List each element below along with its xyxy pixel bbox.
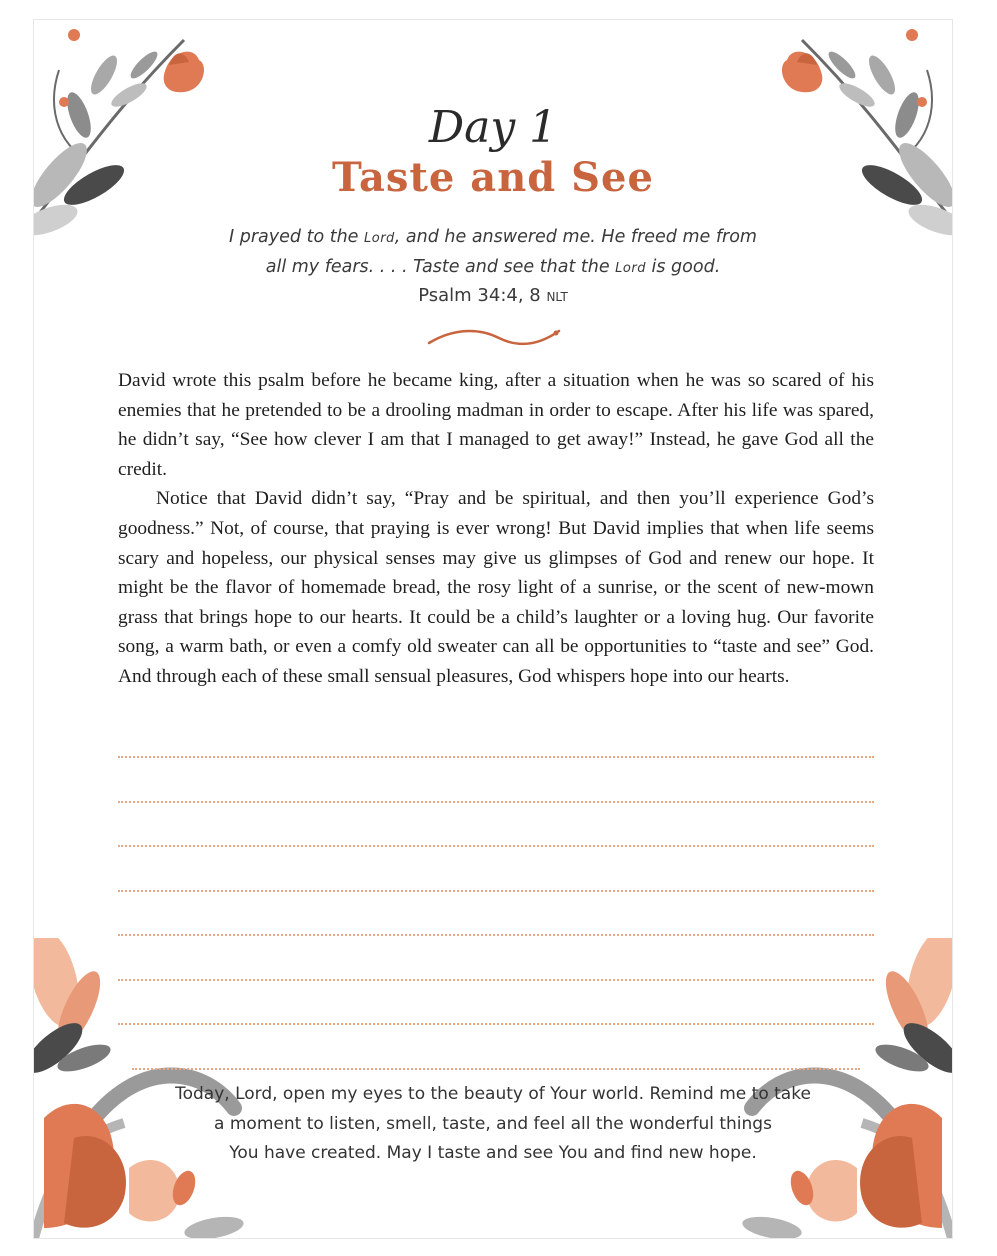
prayer-line: You have created. May I taste and see You and find new hope. bbox=[229, 1143, 757, 1163]
body-paragraph: David wrote this psalm before he became king, after a situation when he was so scared of his enemies that he pretended to be a drooling madman in order to escape. After his life was spared, he didn’t say, “See how clever I am that I managed to get away!” Instead, he gave God all the credit. bbox=[118, 370, 874, 480]
body-paragraph: Notice that David didn’t say, “Pray and be spiritual, and then you’ll experience God’s goodness.” Not, of course, that praying is ever wrong! But David implies that when life seems scary and hopeless, our physical senses may give us glimpses of God and renew our hope. It might be the flavor of homemade bread, the rosy light of a sunrise, or the scent of new-mown grass that brings hope to our hearts. It could be a child’s laughter or a loving hug. Our favorite song, a warm bath, or even a comfy old sweater can all be opportunities to “taste and see” God. And through each of these small sensual pleasures, God whispers hope into our hearts. bbox=[118, 488, 874, 687]
scripture-reference bbox=[34, 285, 952, 306]
writing-line[interactable] bbox=[118, 979, 874, 981]
journal-page bbox=[34, 20, 952, 1238]
writing-line[interactable] bbox=[118, 1023, 874, 1025]
reference-book: Psalm bbox=[418, 285, 472, 306]
verse-text: is good. bbox=[645, 257, 721, 277]
writing-line[interactable] bbox=[118, 934, 874, 936]
closing-prayer bbox=[164, 1080, 822, 1169]
verse-lord: Lord bbox=[364, 231, 395, 246]
verse-text: , and he answered me. He freed me from bbox=[394, 227, 757, 247]
reference-numbers: 34:4, 8 bbox=[471, 285, 547, 306]
verse-text: all my fears. . . . Taste and see that the bbox=[265, 257, 616, 277]
reference-version: NLT bbox=[546, 290, 568, 304]
verse-lord: Lord bbox=[615, 261, 646, 276]
writing-line[interactable] bbox=[132, 1068, 860, 1070]
devotional-body bbox=[118, 366, 874, 692]
prayer-line: a moment to listen, smell, taste, and feel all the wonderful things bbox=[214, 1113, 772, 1134]
writing-line[interactable] bbox=[118, 801, 874, 803]
page-title: Taste and See bbox=[332, 154, 654, 201]
prayer-line: Today, Lord, open my eyes to the beauty of Your world. Remind me to take bbox=[175, 1084, 811, 1104]
decorative-swash bbox=[424, 323, 564, 353]
scripture-verse bbox=[184, 223, 802, 283]
writing-line[interactable] bbox=[118, 756, 874, 758]
verse-text: I prayed to the bbox=[229, 227, 364, 247]
day-label: Day 1 bbox=[428, 102, 558, 153]
writing-line[interactable] bbox=[118, 845, 874, 847]
writing-line[interactable] bbox=[118, 890, 874, 892]
journal-lines bbox=[118, 756, 874, 1112]
